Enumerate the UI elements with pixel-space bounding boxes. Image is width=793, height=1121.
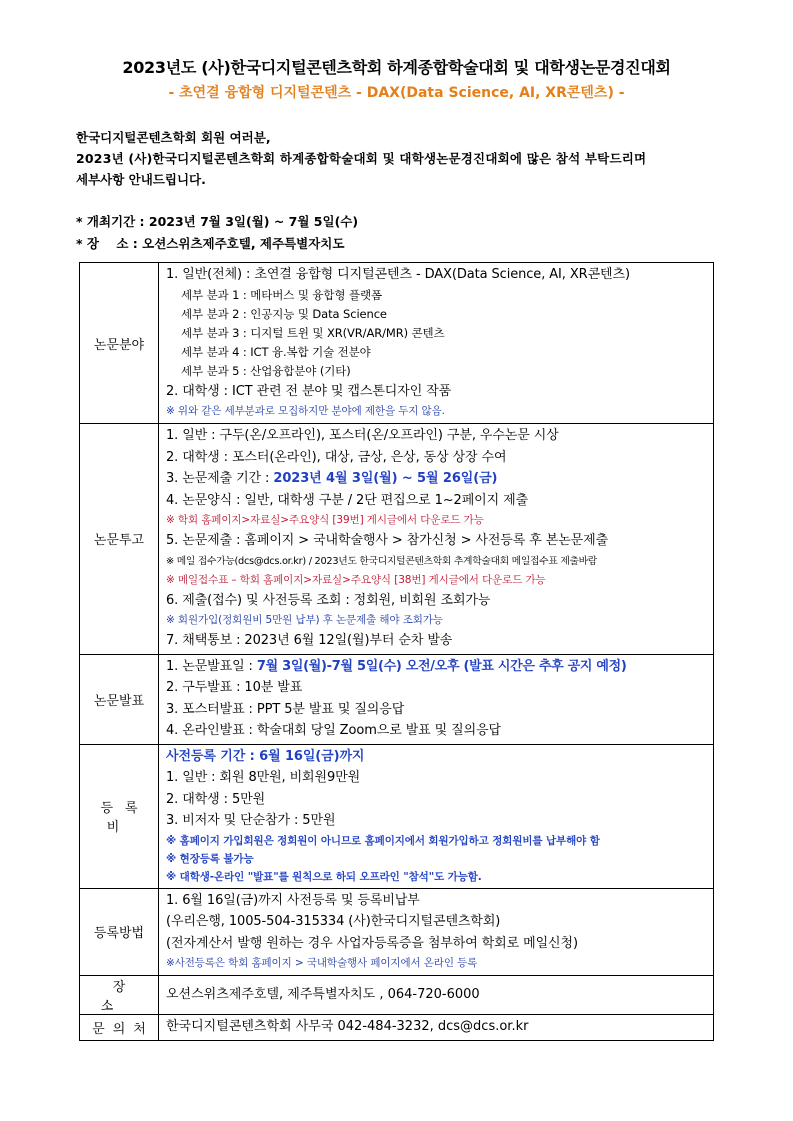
submission-note-4: ※ 회원가입(정회원비 5만원 납부) 후 논문제출 해야 조회가능 bbox=[166, 614, 443, 626]
row-contact-value: 한국디지털콘텐츠학회 사무국 042-484-3232, dcs@dcs.or.kr bbox=[159, 1015, 714, 1041]
presentation-date-label: 1. 논문발표일 : bbox=[166, 658, 257, 674]
field-sub-1: 세부 분과 1 : 메타버스 및 융합형 플랫폼 bbox=[181, 287, 383, 302]
row-presentation-label: 논문발표 bbox=[80, 654, 159, 744]
fee-label-text: 등록비 bbox=[100, 801, 150, 835]
presentation-line-4: 4. 온라인발표 : 학술대회 당일 Zoom으로 발표 및 질의응답 bbox=[166, 723, 501, 738]
row-presentation bbox=[80, 654, 714, 744]
row-field bbox=[80, 263, 714, 424]
intro-line-1: 한국디지털콘텐츠학회 회원 여러분, bbox=[76, 130, 271, 145]
row-fee-content bbox=[159, 744, 714, 888]
fee-line-3: 3. 비저자 및 단순참가 : 5만원 bbox=[166, 813, 336, 828]
submission-line-1: 1. 일반 : 구두(온/오프라인), 포스터(온/오프라인) 구분, 우수논문 시상 bbox=[166, 428, 559, 443]
row-method-content bbox=[159, 888, 714, 976]
event-period: * 개최기간 : 2023년 7월 3일(월) ~ 7월 5일(수) bbox=[76, 214, 359, 229]
fee-line-2: 2. 대학생 : 5만원 bbox=[166, 791, 266, 807]
row-contact bbox=[80, 1015, 714, 1041]
fee-note-3: ※ 대학생-온라인 "발표"를 원칙으로 하되 오프라인 "참석"도 가능함. bbox=[166, 870, 482, 883]
field-sub-4: 세부 분과 4 : ICT 융.복합 기술 전분야 bbox=[181, 344, 371, 359]
row-place-label bbox=[80, 976, 159, 1015]
row-submission-content bbox=[159, 424, 714, 655]
place-label-text: 장소 bbox=[100, 980, 150, 1014]
submission-line-4: 4. 논문양식 : 일반, 대학생 구분 / 2단 편집으로 1~2페이지 제출 bbox=[166, 492, 529, 508]
field-sub-2: 세부 분과 2 : 인공지능 및 Data Science bbox=[181, 306, 387, 321]
row-place-value: 오션스위츠제주호텔, 제주특별자치도 , 064-720-6000 bbox=[159, 976, 714, 1015]
method-line-1: 1. 6월 16일(금)까지 사전등록 및 등록비납부 bbox=[166, 892, 420, 908]
row-place bbox=[80, 976, 714, 1015]
row-submission bbox=[80, 424, 714, 655]
submission-note-2: ※ 메일 접수가능(dcs@dcs.or.kr) / 2023년도 한국디지털콘텐츠학회 추계학술대회 메일접수표 제출바람 bbox=[166, 555, 597, 567]
presentation-line-2: 2. 구두발표 : 10분 발표 bbox=[166, 680, 303, 695]
field-line-2: 2. 대학생 : ICT 관련 전 분야 및 캡스톤디자인 작품 bbox=[166, 383, 452, 399]
submission-line-3 bbox=[166, 468, 713, 490]
submission-line-2: 2. 대학생 : 포스터(온라인), 대상, 금상, 은상, 동상 상장 수여 bbox=[166, 449, 507, 465]
intro-line-3: 세부사항 안내드립니다. bbox=[76, 172, 206, 187]
method-line-2: (우리은행, 1005-504-315334 (사)한국디지털콘텐츠학회) bbox=[166, 914, 501, 929]
contact-label-text: 문의처 bbox=[92, 1021, 154, 1037]
row-method-label: 등록방법 bbox=[80, 888, 159, 976]
field-line-1: 1. 일반(전체) : 초연결 융합형 디지털콘텐츠 - DAX(Data Science, AI, XR콘텐츠) bbox=[166, 267, 630, 282]
intro-line-2: 2023년 (사)한국디지털콘텐츠학회 하계종합학술대회 및 대학생논문경진대회에 많은 참석 부탁드리며 bbox=[76, 151, 647, 166]
submission-note-3: ※ 메일접수표 – 학회 홈페이지>자료실>주요양식 [38번] 게시글에서 다운로드 가능 bbox=[166, 573, 546, 586]
field-sub-3: 세부 분과 3 : 디지털 트윈 및 XR(VR/AR/MR) 콘텐츠 bbox=[181, 325, 445, 340]
intro-text bbox=[76, 127, 646, 190]
field-sub-5: 세부 분과 5 : 산업융합분야 (기타) bbox=[181, 363, 351, 378]
event-info bbox=[76, 211, 358, 255]
row-submission-label: 논문투고 bbox=[80, 424, 159, 655]
row-method bbox=[80, 888, 714, 976]
submission-line-5: 5. 논문제출 : 홈페이지 > 국내학술행사 > 참가신청 > 사전등록 후 본논문제출 bbox=[166, 533, 609, 548]
row-fee-label bbox=[80, 744, 159, 888]
presentation-line-1 bbox=[166, 656, 713, 678]
row-fee bbox=[80, 744, 714, 888]
presentation-dates: 7월 3일(월)-7월 5일(수) 오전/오후 (발표 시간은 추후 공지 예정) bbox=[256, 658, 627, 674]
fee-note-2: ※ 현장등록 불가능 bbox=[166, 852, 254, 865]
fee-deadline: 사전등록 기간 : 6월 16일(금)까지 bbox=[166, 748, 365, 764]
field-note: ※ 위와 같은 세부분과로 모집하지만 분야에 제한을 두지 않음. bbox=[166, 405, 445, 417]
submission-note-1: ※ 학회 홈페이지>자료실>주요양식 [39번] 게시글에서 다운로드 가능 bbox=[166, 514, 484, 526]
submission-period-dates: 2023년 4월 3일(월) ~ 5월 26일(금) bbox=[273, 471, 498, 486]
submission-line-7: 7. 채택통보 : 2023년 6월 12일(월)부터 순차 발송 bbox=[166, 633, 453, 648]
submission-period-label: 3. 논문제출 기간 : bbox=[166, 471, 274, 486]
document-title: 2023년도 (사)한국디지털콘텐츠학회 하계종합학술대회 및 대학생논문경진대회 bbox=[122, 58, 671, 77]
row-field-content bbox=[159, 263, 714, 424]
fee-line-1: 1. 일반 : 회원 8만원, 비회원9만원 bbox=[166, 770, 361, 785]
row-presentation-content bbox=[159, 654, 714, 744]
method-note: ※사전등록은 학회 홈페이지 > 국내학술행사 페이지에서 온라인 등록 bbox=[166, 957, 478, 969]
fee-note-1: ※ 홈페이지 가입회원은 정회원이 아니므로 홈페이지에서 회원가입하고 정회원비를 납부해야 함 bbox=[166, 834, 600, 847]
row-contact-label bbox=[80, 1015, 159, 1041]
document-subtitle: - 초연결 융합형 디지털콘텐츠 - DAX(Data Science, AI, XR콘텐츠) - bbox=[168, 85, 625, 101]
details-table bbox=[79, 262, 714, 1041]
method-line-3: (전자계산서 발행 원하는 경우 사업자등록증을 첨부하여 학회로 메일신청) bbox=[166, 935, 578, 951]
row-field-label: 논문분야 bbox=[80, 263, 159, 424]
presentation-line-3: 3. 포스터발표 : PPT 5분 발표 및 질의응답 bbox=[166, 701, 405, 717]
event-venue: * 장 소 : 오션스위츠제주호텔, 제주특별자치도 bbox=[76, 236, 345, 251]
submission-line-6: 6. 제출(접수) 및 사전등록 조회 : 정회원, 비회원 조회가능 bbox=[166, 592, 491, 608]
